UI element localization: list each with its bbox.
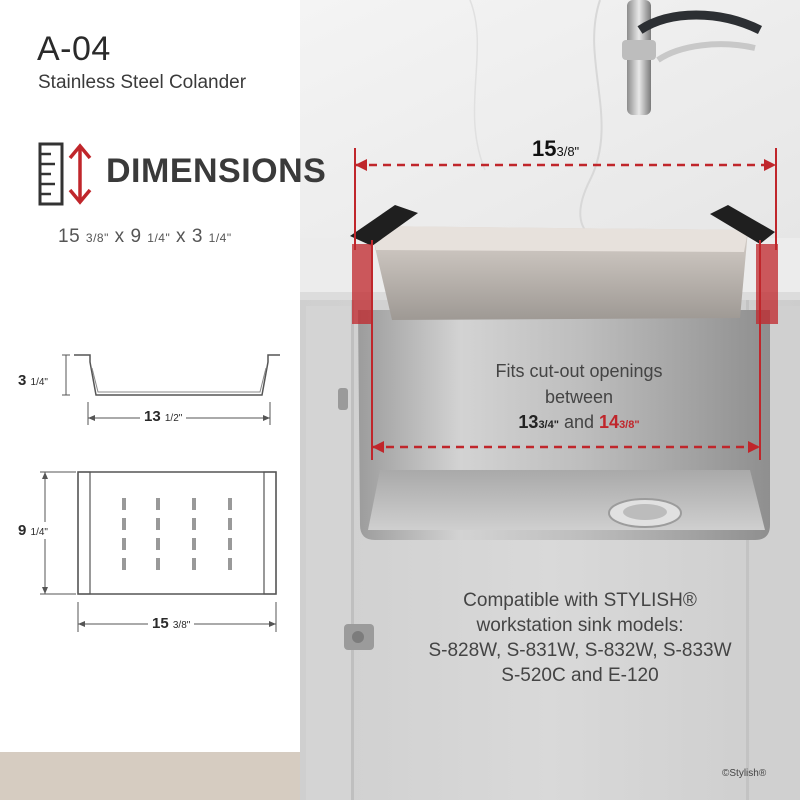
sand-strip: [0, 752, 300, 800]
fits-text: Fits cut-out openings between: [495, 361, 663, 407]
product-name: Stainless Steel Colander: [38, 72, 247, 93]
model-title: A-04: [37, 30, 111, 68]
double-arrow-icon: [70, 146, 90, 202]
overall-dimensions: 15 3/8" x 9 1/4" x 3 1/4": [58, 226, 232, 247]
bottom-length-label: 13 1/2": [140, 408, 186, 425]
compatibility-text: Compatible with STYLISH® workstation sink models: S-828W, S-831W, S-832W, S-833W S-520C and E-120: [428, 590, 732, 686]
width-label: 9 1/4": [18, 522, 48, 539]
top-dimension-label: 153/8": [532, 136, 580, 161]
ruler-icon: [38, 140, 96, 208]
length-label: 15 3/8": [148, 615, 194, 632]
height-label: 3 1/4": [18, 372, 48, 389]
fits-range: 133/4" and 143/8": [518, 412, 640, 432]
top-view-drawing: [40, 472, 276, 632]
dimensions-heading: DIMENSIONS: [106, 152, 327, 190]
copyright-notice: ©Stylish®: [722, 768, 767, 779]
